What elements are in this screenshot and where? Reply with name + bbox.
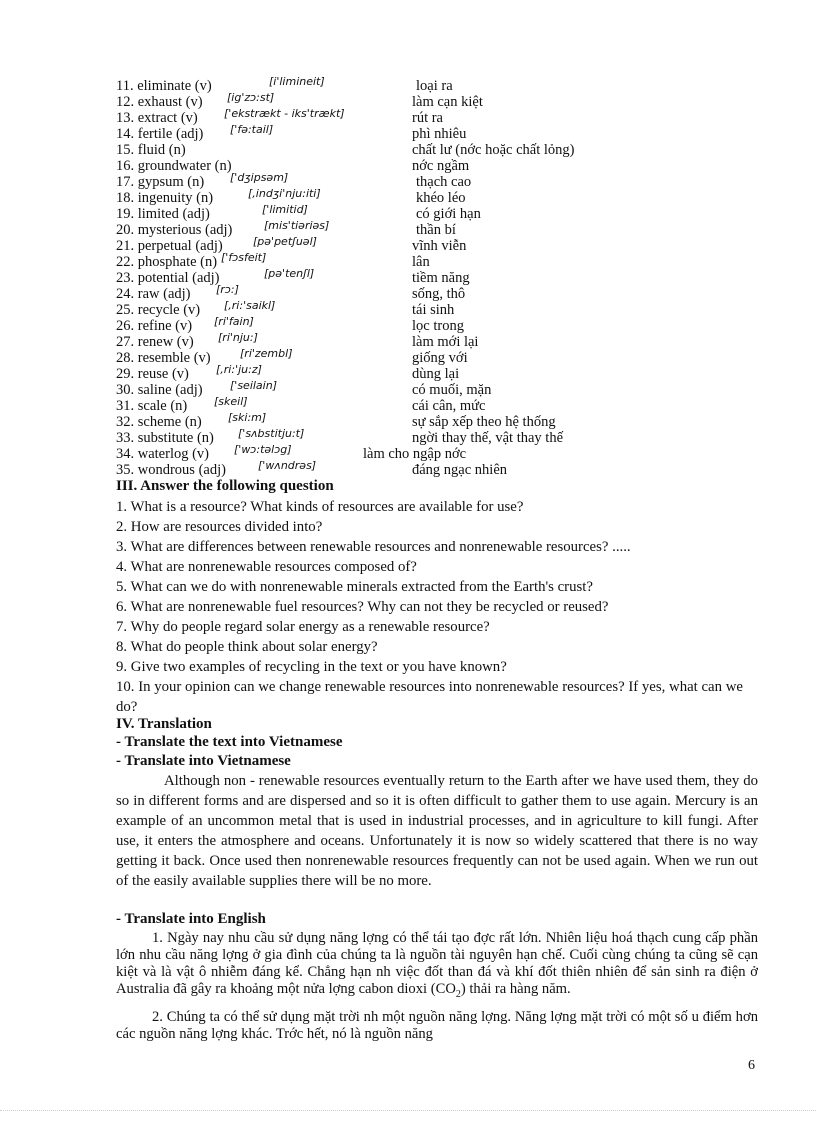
vocab-pronunciation: [i'limineit] xyxy=(269,75,325,88)
vocab-meaning: thần bí xyxy=(416,222,456,238)
subheading-translate-vietnamese: - Translate into Vietnamese xyxy=(116,753,291,769)
vocab-pronunciation: [,ri:'ju:z] xyxy=(216,363,262,376)
question-item: 10. In your opinion can we change renewable resources into nonrenewable resources? If yes, what can we do? xyxy=(116,679,743,715)
vietnamese-paragraph-1-end: ) thải ra hàng năm. xyxy=(460,981,571,997)
page-number: 6 xyxy=(748,1058,755,1073)
vocab-meaning: nớc ngầm xyxy=(412,158,470,174)
vocab-pronunciation: ['ekstrækt - iks'trækt] xyxy=(224,107,345,120)
vocab-pronunciation: ['fɔsfeit] xyxy=(221,251,267,264)
vocab-pronunciation: [skeil] xyxy=(214,395,248,408)
vocab-term: 23. potential (adj) xyxy=(116,270,220,286)
vocab-pronunciation: [ri'zembl] xyxy=(240,347,293,360)
vocab-pronunciation: ['fə:tail] xyxy=(230,123,274,136)
vocab-term: 32. scheme (n) xyxy=(116,414,202,430)
question-item: 6. What are nonrenewable fuel resources? Why can not they be recycled or reused? xyxy=(116,599,609,615)
vocab-pronunciation: ['wʌndrəs] xyxy=(258,459,317,472)
vocab-pronunciation: [,ri:'saikl] xyxy=(224,299,276,312)
english-paragraph xyxy=(116,771,758,891)
vocab-meaning: có giới hạn xyxy=(416,206,481,222)
vocab-meaning: phì nhiêu xyxy=(412,126,467,142)
vocab-term: 22. phosphate (n) xyxy=(116,254,218,270)
vocab-pronunciation: [ri'nju:] xyxy=(218,331,258,344)
vocab-meaning: sự sắp xếp theo hệ thống xyxy=(412,414,556,430)
vocab-meaning: đáng ngạc nhiên xyxy=(412,462,508,478)
section-4-heading: IV. Translation xyxy=(116,716,212,732)
vocab-term: 34. waterlog (v) xyxy=(116,446,210,462)
vocab-meaning: ngời thay thế, vật thay thế xyxy=(412,430,564,446)
vocab-term: 33. substitute (n) xyxy=(116,430,214,446)
vocab-pronunciation: [pə'tenʃl] xyxy=(264,267,315,280)
vocab-meaning: lân xyxy=(412,254,430,270)
vietnamese-paragraph-1-text: 1. Ngày nay nhu cầu sử dụng năng lợng có thể tái tạo đợc rất lớn. Nhiên liệu hoá thạch cung cấp phần lớn nhu cầu năng lợng ở gia đình của chúng ta là nguồn tài nguyên hạn chế. Cuối cùng chúng ta cũng sẽ cạn kiệt và là vật ô nhiễm đáng kể. Chẳng hạn nh việc đốt than đá và khí đốt thiên nhiên để sản sinh ra điện ở Australia đã gây ra khoảng một nửa lợng cabon dioxi (CO xyxy=(116,930,758,997)
vocab-meaning: lọc trong xyxy=(412,318,464,334)
vocab-meaning: thạch cao xyxy=(416,174,472,190)
section-3-heading: III. Answer the following question xyxy=(116,478,334,494)
page-bottom-divider xyxy=(0,1110,816,1111)
vocab-term: 31. scale (n) xyxy=(116,398,188,414)
vocab-term: 29. reuse (v) xyxy=(116,366,189,382)
vocab-meaning: làm cạn kiệt xyxy=(412,94,483,110)
question-item: 4. What are nonrenewable resources composed of? xyxy=(116,559,417,575)
vocab-pronunciation: [ri'fain] xyxy=(214,315,254,328)
vocab-term: 12. exhaust (v) xyxy=(116,94,203,110)
vocab-pronunciation: [,indʒi'nju:iti] xyxy=(248,187,321,200)
vocab-meaning: loại ra xyxy=(416,78,453,94)
vocab-term: 14. fertile (adj) xyxy=(116,126,204,142)
vocab-term: 35. wondrous (adj) xyxy=(116,462,226,478)
vocab-meaning: sống, thô xyxy=(412,286,466,302)
vocab-term: 24. raw (adj) xyxy=(116,286,191,302)
vocab-term: 20. mysterious (adj) xyxy=(116,222,233,238)
vietnamese-paragraph-1 xyxy=(116,930,758,1003)
vocab-term: 17. gypsum (n) xyxy=(116,174,205,190)
vocab-meaning: làm mới lại xyxy=(412,334,479,350)
vocab-meaning: tái sinh xyxy=(412,302,455,318)
question-item: 7. Why do people regard solar energy as a renewable resource? xyxy=(116,619,490,635)
question-item: 3. What are differences between renewable resources and nonrenewable resources? ..... xyxy=(116,539,631,555)
vocab-meaning: khéo léo xyxy=(416,190,466,206)
vocab-pronunciation: ['sʌbstitju:t] xyxy=(238,427,305,440)
vocab-meaning: tiềm năng xyxy=(412,270,470,286)
vocab-pronunciation: [ig'zɔ:st] xyxy=(227,91,275,104)
vocab-pronunciation: ['dʒipsəm] xyxy=(230,171,289,184)
vocab-meaning: giống với xyxy=(412,350,468,366)
vocab-term: 21. perpetual (adj) xyxy=(116,238,223,254)
vocab-term: 30. saline (adj) xyxy=(116,382,203,398)
subheading-translate-english: - Translate into English xyxy=(116,911,266,927)
vocab-pronunciation: ['limitid] xyxy=(262,203,308,216)
question-item: 2. How are resources divided into? xyxy=(116,519,323,535)
vocab-meaning: vĩnh viễn xyxy=(412,238,467,254)
vocab-term: 28. resemble (v) xyxy=(116,350,211,366)
vocab-term: 18. ingenuity (n) xyxy=(116,190,214,206)
vocab-term: 19. limited (adj) xyxy=(116,206,210,222)
vocab-term: 15. fluid (n) xyxy=(116,142,186,158)
vocab-term: 13. extract (v) xyxy=(116,110,198,126)
vocab-term: 11. eliminate (v) xyxy=(116,78,212,94)
co2-subscript: 2 xyxy=(455,988,461,1000)
vocab-pronunciation: [rɔ:] xyxy=(216,283,239,296)
english-paragraph-text: Although non - renewable resources eventually return to the Earth after we have used them, they do so in different forms and are dispersed and so it is often difficult to gather them to use again. Mercury is an example of an uncommon metal that is used in industrial processes, and in agriculture to kill fungi. After use, it enters the atmosphere and oceans. Unfortunately it is now so widely scattered that there is no way getting it back. Once used then nonrenewable resources frequently can not be used again. When we run out of the easily available supplies there will be no more. xyxy=(116,773,758,889)
vocab-meaning: chất lư (nớc hoặc chất lỏng) xyxy=(412,142,575,158)
vocab-meaning: dùng lại xyxy=(412,366,460,382)
vietnamese-paragraph-2 xyxy=(116,1009,758,1043)
vocab-term: 16. groundwater (n) xyxy=(116,158,232,174)
vocab-term: 27. renew (v) xyxy=(116,334,194,350)
question-item: 1. What is a resource? What kinds of resources are available for use? xyxy=(116,499,524,515)
question-item: 9. Give two examples of recycling in the text or you have known? xyxy=(116,659,507,675)
question-item: 8. What do people think about solar energy? xyxy=(116,639,378,655)
vocab-pronunciation: ['wɔ:təlɔg] xyxy=(234,443,292,456)
vocab-meaning: cái cân, mức xyxy=(412,398,486,414)
vietnamese-paragraph-2-text: 2. Chúng ta có thể sử dụng mặt trời nh một nguồn năng lợng. Năng lợng mặt trời có một số u điểm hơn các nguồn năng lợng khác. Trớc hết, nó là nguồn năng xyxy=(116,1009,758,1042)
vocab-term: 26. refine (v) xyxy=(116,318,193,334)
vocab-pronunciation: ['seilain] xyxy=(230,379,277,392)
vocab-pronunciation: [pə'petʃuəl] xyxy=(253,235,317,248)
vocab-term: 25. recycle (v) xyxy=(116,302,201,318)
vocab-meaning: có muối, mặn xyxy=(412,382,492,398)
vocab-meaning: làm cho ngập nớc xyxy=(363,446,467,462)
vocab-meaning: rút ra xyxy=(412,110,443,126)
question-item: 5. What can we do with nonrenewable minerals extracted from the Earth's crust? xyxy=(116,579,593,595)
vocab-pronunciation: [mis'tiəriəs] xyxy=(264,219,330,232)
subheading-translate-text: - Translate the text into Vietnamese xyxy=(116,734,343,750)
vocab-pronunciation: [ski:m] xyxy=(228,411,267,424)
